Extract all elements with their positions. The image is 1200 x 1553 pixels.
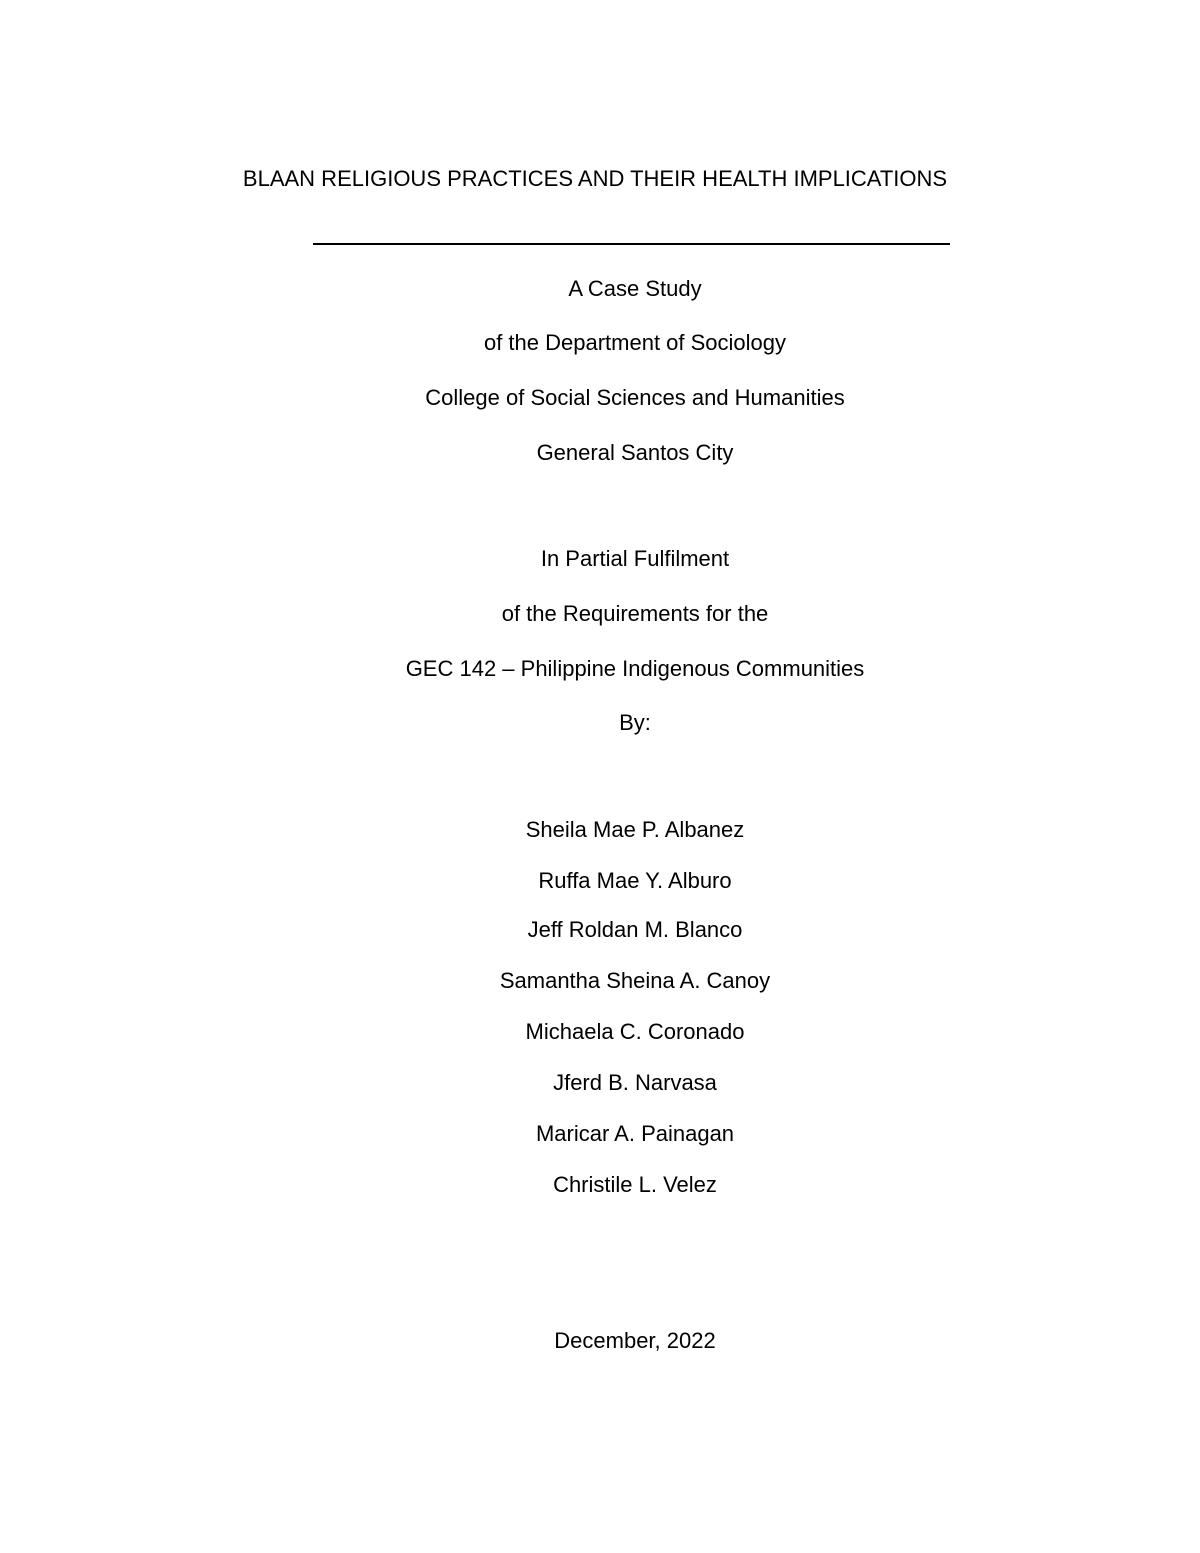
date-line: December, 2022	[554, 1328, 716, 1353]
author-name: Ruffa Mae Y. Alburo	[538, 868, 732, 893]
author-name: Jferd B. Narvasa	[553, 1070, 717, 1095]
author-name: Sheila Mae P. Albanez	[525, 817, 745, 842]
author-name: Maricar A. Painagan	[535, 1121, 735, 1146]
college-line: College of Social Sciences and Humanities	[425, 385, 845, 410]
document-title: BLAAN RELIGIOUS PRACTICES AND THEIR HEALTH IMPLICATIONS	[242, 166, 948, 191]
department-line: of the Department of Sociology	[483, 330, 787, 355]
author-name: Jeff Roldan M. Blanco	[527, 917, 743, 942]
author-name: Samantha Sheina A. Canoy	[499, 968, 771, 993]
author-name: Michaela C. Coronado	[525, 1019, 745, 1044]
study-type: A Case Study	[568, 276, 702, 301]
city-line: General Santos City	[536, 440, 734, 465]
course-line: GEC 142 – Philippine Indigenous Communities	[405, 656, 865, 681]
fulfilment-line-2: of the Requirements for the	[501, 601, 769, 626]
by-label: By:	[619, 710, 651, 735]
title-divider	[313, 243, 950, 245]
author-name: Christile L. Velez	[553, 1172, 717, 1197]
fulfilment-line-1: In Partial Fulfilment	[540, 546, 730, 571]
